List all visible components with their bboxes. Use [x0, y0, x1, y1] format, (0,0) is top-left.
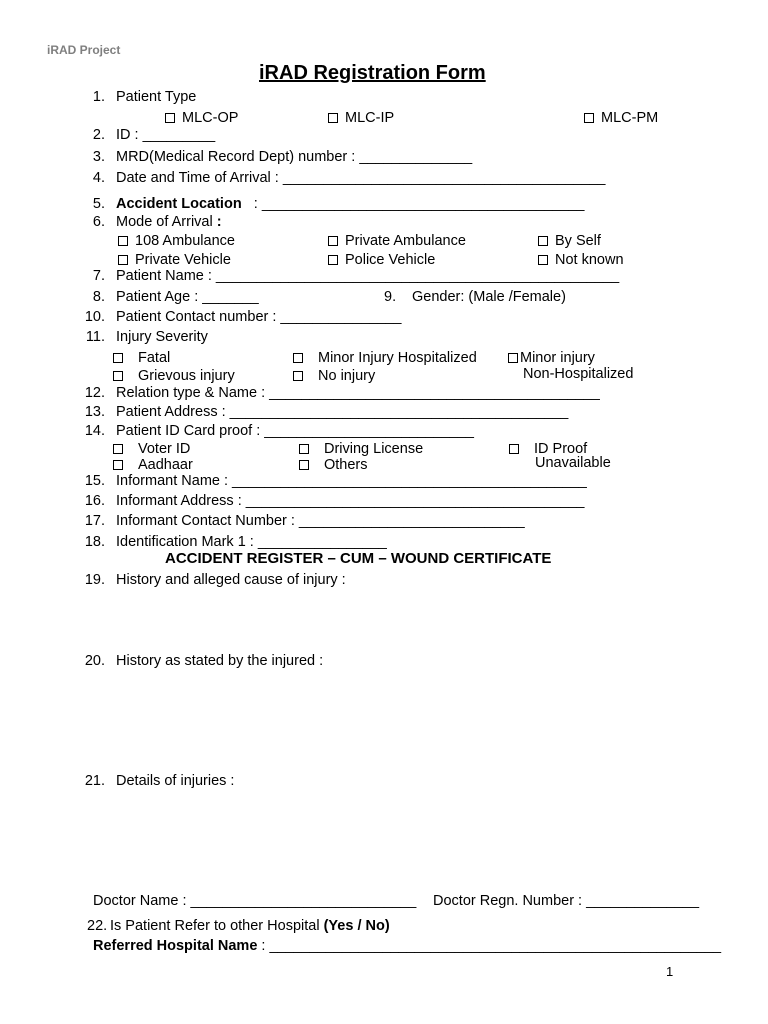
item-number: 2.: [92, 127, 105, 143]
checkbox-108-ambulance[interactable]: [118, 234, 235, 249]
item-number: 5.: [92, 196, 105, 212]
relation-name-field[interactable]: Relation type & Name : _________________________________________: [116, 385, 600, 401]
checkbox-not-known[interactable]: [538, 253, 624, 268]
checkbox-voter-id[interactable]: [113, 442, 190, 457]
checkbox-icon: [328, 255, 338, 265]
checkbox-label: Not known: [555, 252, 624, 268]
checkbox-label: Private Ambulance: [345, 233, 466, 249]
item-number: 16.: [84, 493, 105, 509]
checkbox-icon: [509, 444, 519, 454]
referred-hospital-field[interactable]: [93, 939, 721, 954]
checkbox-label: MLC-IP: [345, 110, 395, 126]
form-title: iRAD Registration Form: [259, 62, 486, 84]
checkbox-police-vehicle[interactable]: [328, 253, 435, 268]
checkbox-minor-injury-non-hospitalized[interactable]: [508, 351, 595, 366]
item-number: 15.: [84, 473, 105, 489]
checkbox-icon: [584, 113, 594, 123]
refer-question-label: Is Patient Refer to other Hospital: [110, 918, 320, 934]
checkbox-label: By Self: [555, 233, 601, 249]
history-cause-label: History and alleged cause of injury :: [116, 572, 346, 588]
checkbox-icon: [328, 113, 338, 123]
mrd-number-field[interactable]: MRD(Medical Record Dept) number : ______________: [116, 149, 473, 165]
informant-name-field[interactable]: Informant Name : ____________________________________________: [116, 473, 587, 489]
item-number: 9.: [384, 289, 397, 305]
item-number: 17.: [84, 513, 105, 529]
checkbox-label: Private Vehicle: [135, 252, 231, 268]
patient-address-field[interactable]: Patient Address : __________________________________________: [116, 404, 569, 420]
patient-contact-field[interactable]: Patient Contact number : _______________: [116, 309, 402, 325]
checkbox-label: Grievous injury: [138, 368, 235, 384]
refer-question[interactable]: [110, 919, 390, 934]
checkbox-icon: [165, 113, 175, 123]
checkbox-aadhaar[interactable]: [113, 458, 193, 473]
checkbox-icon: [113, 371, 123, 381]
item-number: 20.: [84, 653, 105, 669]
item-number: 10.: [84, 309, 105, 325]
checkbox-no-injury[interactable]: [293, 369, 375, 384]
accident-location-field[interactable]: [116, 197, 584, 212]
referred-hospital-label: Referred Hospital Name: [93, 938, 258, 954]
injury-severity-label: Injury Severity: [116, 329, 208, 345]
project-header: iRAD Project: [47, 43, 121, 57]
mode-of-arrival-label: Mode of Arrival :: [116, 214, 222, 230]
checkbox-mlc-op[interactable]: [165, 111, 238, 126]
patient-age-field[interactable]: Patient Age : _______: [116, 289, 259, 305]
item-number: 18.: [84, 534, 105, 550]
checkbox-icon: [113, 444, 123, 454]
item-number: 22.: [87, 918, 108, 934]
checkbox-label: Driving License: [324, 441, 424, 457]
checkbox-icon: [328, 236, 338, 246]
checkbox-label: No injury: [318, 368, 376, 384]
checkbox-icon: [538, 255, 548, 265]
checkbox-label-continued: Unavailable: [535, 455, 611, 471]
checkbox-mlc-ip[interactable]: [328, 111, 394, 126]
item-number: 8.: [92, 289, 105, 305]
item-number: 19.: [84, 572, 105, 588]
item-number: 4.: [92, 170, 105, 186]
checkbox-icon: [118, 236, 128, 246]
checkbox-label: Others: [324, 457, 368, 473]
item-number: 21.: [84, 773, 105, 789]
checkbox-by-self[interactable]: [538, 234, 601, 249]
injury-details-label: Details of injuries :: [116, 773, 235, 789]
item-number: 12.: [84, 385, 105, 401]
doctor-name-field[interactable]: Doctor Name : ____________________________: [93, 893, 417, 909]
checkbox-label: 108 Ambulance: [135, 233, 235, 249]
checkbox-icon: [118, 255, 128, 265]
checkbox-fatal[interactable]: [113, 351, 170, 366]
arrival-datetime-field[interactable]: Date and Time of Arrival : ________________________________________: [116, 170, 606, 186]
checkbox-label-continued: Non-Hospitalized: [523, 366, 634, 382]
checkbox-icon: [508, 353, 518, 363]
checkbox-icon: [299, 444, 309, 454]
yes-no-options: (Yes / No): [323, 918, 390, 934]
patient-type-label: Patient Type: [116, 89, 197, 105]
checkbox-private-vehicle[interactable]: [118, 253, 231, 268]
checkbox-icon: [293, 371, 303, 381]
fill-line: : ________________________________________: [253, 196, 585, 212]
item-number: 1.: [92, 89, 105, 105]
item-number: 6.: [92, 214, 105, 230]
informant-contact-field[interactable]: Informant Contact Number : ____________________________: [116, 513, 525, 529]
item-number: 13.: [84, 404, 105, 420]
gender-field[interactable]: Gender: (Male /Female): [412, 289, 566, 305]
item-number: 11.: [85, 329, 105, 345]
fill-line: : ________________________________________________________: [261, 938, 722, 954]
item-number: 7.: [92, 268, 105, 284]
section-title: ACCIDENT REGISTER – CUM – WOUND CERTIFICATE: [165, 550, 552, 567]
checkbox-minor-injury-hospitalized[interactable]: [293, 351, 477, 366]
checkbox-icon: [293, 353, 303, 363]
checkbox-label: Fatal: [138, 350, 171, 366]
checkbox-mlc-pm[interactable]: [584, 111, 658, 126]
item-number: 14.: [84, 423, 105, 439]
patient-name-field[interactable]: Patient Name : __________________________________________________: [116, 268, 620, 284]
checkbox-driving-license[interactable]: [299, 442, 423, 457]
identification-mark-field[interactable]: Identification Mark 1 : ________________: [116, 534, 387, 550]
checkbox-label: Voter ID: [138, 441, 191, 457]
checkbox-label: Minor Injury Hospitalized: [318, 350, 477, 366]
checkbox-label: MLC-OP: [182, 110, 239, 126]
checkbox-label: Police Vehicle: [345, 252, 436, 268]
checkbox-others[interactable]: [299, 458, 368, 473]
id-card-proof-field[interactable]: Patient ID Card proof : __________________________: [116, 423, 474, 439]
checkbox-label: ID Proof: [534, 441, 588, 457]
checkbox-label: Aadhaar: [138, 457, 193, 473]
doctor-regn-field[interactable]: Doctor Regn. Number : ______________: [433, 893, 700, 909]
checkbox-label: MLC-PM: [601, 110, 659, 126]
checkbox-grievous-injury[interactable]: [113, 369, 235, 384]
checkbox-icon: [538, 236, 548, 246]
checkbox-private-ambulance[interactable]: [328, 234, 466, 249]
item-number: 3.: [92, 149, 105, 165]
page-number: 1: [666, 964, 674, 979]
id-field[interactable]: ID : _________: [116, 127, 216, 143]
informant-address-field[interactable]: Informant Address : __________________________________________: [116, 493, 585, 509]
checkbox-icon: [113, 353, 123, 363]
history-injured-label: History as stated by the injured :: [116, 653, 324, 669]
checkbox-label: Minor injury: [520, 350, 595, 366]
accident-location-label: Accident Location: [116, 196, 242, 212]
checkbox-icon: [299, 460, 309, 470]
checkbox-icon: [113, 460, 123, 470]
